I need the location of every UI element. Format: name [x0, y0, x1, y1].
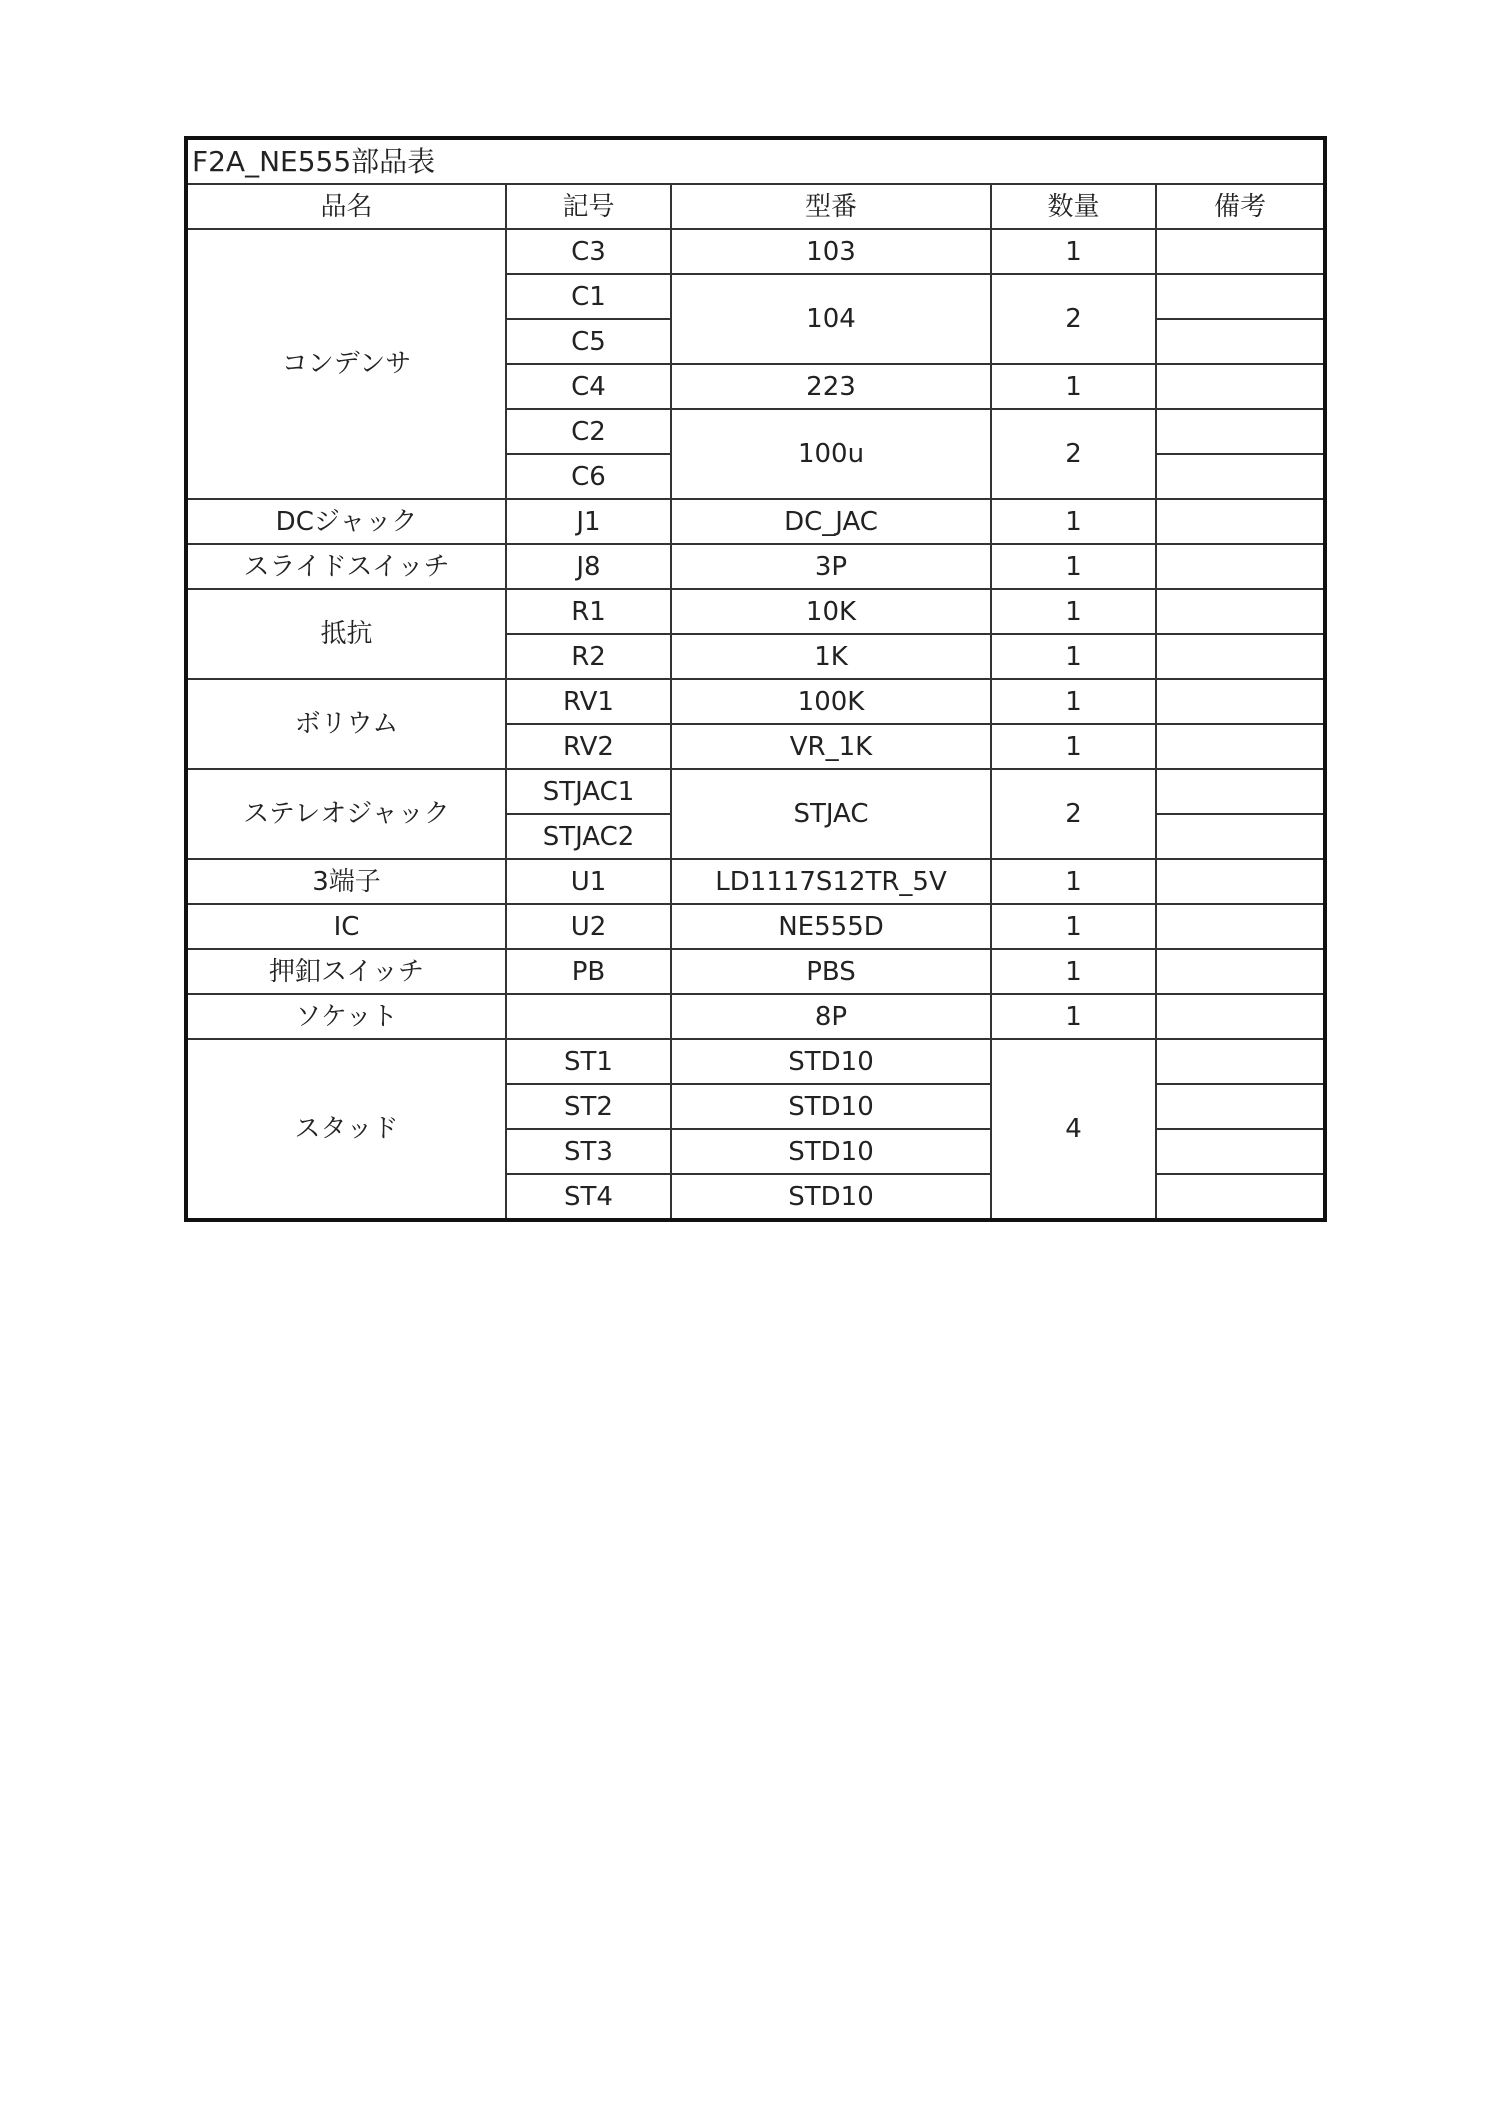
item-name: 3端子	[186, 859, 506, 904]
table-row	[186, 859, 1325, 904]
item-part: VR_1K	[671, 724, 991, 769]
item-note	[1156, 859, 1325, 904]
item-qty: 1	[991, 949, 1156, 994]
item-ref: ST1	[506, 1039, 671, 1084]
table-title: F2A_NE555部品表	[186, 138, 1325, 184]
item-ref: STJAC1	[506, 769, 671, 814]
item-part: 223	[671, 364, 991, 409]
item-note	[1156, 274, 1325, 319]
item-ref: C1	[506, 274, 671, 319]
item-name: 押釦スイッチ	[186, 949, 506, 994]
item-note	[1156, 769, 1325, 814]
item-ref: RV2	[506, 724, 671, 769]
item-qty: 1	[991, 859, 1156, 904]
table-row	[186, 229, 1325, 274]
item-ref	[506, 994, 671, 1039]
item-note	[1156, 904, 1325, 949]
table-row	[186, 544, 1325, 589]
item-ref: ST2	[506, 1084, 671, 1129]
item-note	[1156, 814, 1325, 859]
table-row	[186, 949, 1325, 994]
item-note	[1156, 634, 1325, 679]
item-part: PBS	[671, 949, 991, 994]
item-qty: 1	[991, 589, 1156, 634]
table-row	[186, 679, 1325, 724]
item-part: STD10	[671, 1084, 991, 1129]
item-qty: 1	[991, 499, 1156, 544]
item-part: 103	[671, 229, 991, 274]
item-part: 1K	[671, 634, 991, 679]
title-row	[186, 138, 1325, 184]
item-part: 104	[671, 274, 991, 364]
item-part: 100u	[671, 409, 991, 499]
item-qty: 1	[991, 904, 1156, 949]
item-qty: 1	[991, 679, 1156, 724]
item-ref: C3	[506, 229, 671, 274]
table-row	[186, 1039, 1325, 1084]
item-name: ソケット	[186, 994, 506, 1039]
item-note	[1156, 409, 1325, 454]
item-ref: U2	[506, 904, 671, 949]
item-note	[1156, 454, 1325, 499]
item-qty: 1	[991, 634, 1156, 679]
header-part: 型番	[671, 184, 991, 229]
table-row	[186, 769, 1325, 814]
item-ref: C4	[506, 364, 671, 409]
item-name: 抵抗	[186, 589, 506, 679]
header-ref: 記号	[506, 184, 671, 229]
item-qty: 1	[991, 364, 1156, 409]
item-ref: C2	[506, 409, 671, 454]
item-note	[1156, 1084, 1325, 1129]
item-note	[1156, 319, 1325, 364]
item-part: LD1117S12TR_5V	[671, 859, 991, 904]
item-name: DCジャック	[186, 499, 506, 544]
item-note	[1156, 364, 1325, 409]
header-name: 品名	[186, 184, 506, 229]
item-ref: STJAC2	[506, 814, 671, 859]
item-note	[1156, 229, 1325, 274]
item-name: スライドスイッチ	[186, 544, 506, 589]
table-row	[186, 994, 1325, 1039]
item-ref: ST4	[506, 1174, 671, 1220]
item-part: 10K	[671, 589, 991, 634]
item-name: ステレオジャック	[186, 769, 506, 859]
item-name: IC	[186, 904, 506, 949]
item-part: 3P	[671, 544, 991, 589]
item-note	[1156, 994, 1325, 1039]
item-ref: PB	[506, 949, 671, 994]
item-ref: C6	[506, 454, 671, 499]
item-ref: RV1	[506, 679, 671, 724]
header-note: 備考	[1156, 184, 1325, 229]
item-name: スタッド	[186, 1039, 506, 1220]
item-part: 100K	[671, 679, 991, 724]
item-note	[1156, 1174, 1325, 1220]
item-qty: 1	[991, 994, 1156, 1039]
item-note	[1156, 1039, 1325, 1084]
item-ref: U1	[506, 859, 671, 904]
item-note	[1156, 589, 1325, 634]
item-part: NE555D	[671, 904, 991, 949]
item-note	[1156, 949, 1325, 994]
item-qty: 4	[991, 1039, 1156, 1220]
item-ref: C5	[506, 319, 671, 364]
item-note	[1156, 724, 1325, 769]
item-qty: 1	[991, 544, 1156, 589]
item-note	[1156, 544, 1325, 589]
item-part: 8P	[671, 994, 991, 1039]
item-qty: 1	[991, 229, 1156, 274]
item-note	[1156, 679, 1325, 724]
table-row	[186, 904, 1325, 949]
header-row	[186, 184, 1325, 229]
item-ref: R2	[506, 634, 671, 679]
item-ref: J8	[506, 544, 671, 589]
item-part: STJAC	[671, 769, 991, 859]
item-note	[1156, 1129, 1325, 1174]
item-ref: ST3	[506, 1129, 671, 1174]
header-qty: 数量	[991, 184, 1156, 229]
item-part: DC_JAC	[671, 499, 991, 544]
table-row	[186, 589, 1325, 634]
item-qty: 1	[991, 724, 1156, 769]
item-qty: 2	[991, 409, 1156, 499]
item-qty: 2	[991, 274, 1156, 364]
table-row	[186, 499, 1325, 544]
item-name: コンデンサ	[186, 229, 506, 499]
parts-list-table	[184, 136, 1327, 1222]
item-note	[1156, 499, 1325, 544]
item-part: STD10	[671, 1129, 991, 1174]
item-ref: R1	[506, 589, 671, 634]
item-name: ボリウム	[186, 679, 506, 769]
item-ref: J1	[506, 499, 671, 544]
item-qty: 2	[991, 769, 1156, 859]
item-part: STD10	[671, 1039, 991, 1084]
item-part: STD10	[671, 1174, 991, 1220]
